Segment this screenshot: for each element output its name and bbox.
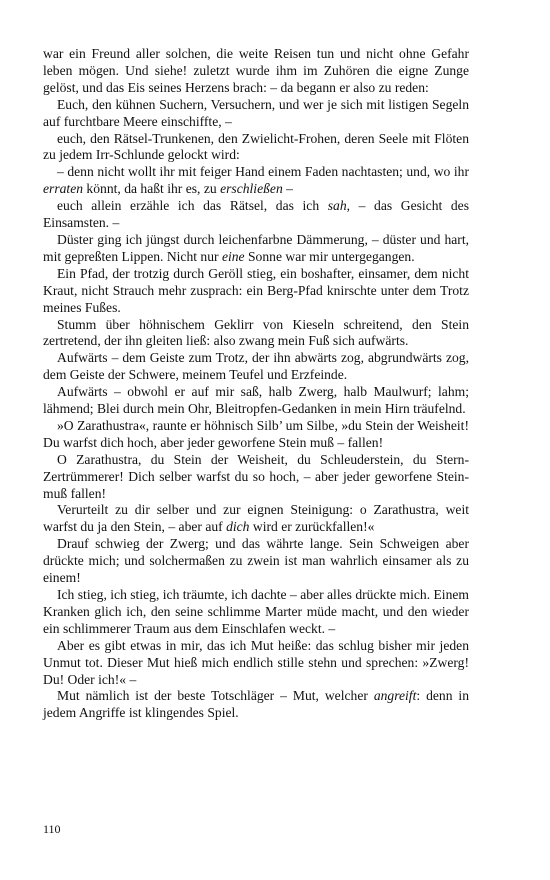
paragraph [43,638,469,689]
page-number: 110 [43,822,61,836]
paragraph [43,502,469,536]
paragraph-text: Drauf schwieg der Zwerg; und das währte lange. Sein Schweigen aber drückte mich; und solchermaßen zu zwein ist man wahrlich einsamer als zu einem! [43,536,469,586]
paragraph-text: wird er zurückfallen!« [249,519,375,535]
emphasis-text: eine [221,248,245,264]
paragraph-text: , – das Gesicht des Einsamsten. – [43,198,469,231]
paragraph [43,350,469,384]
paragraph-text: Stumm über höhnischem Geklirr von Kieseln schreitend, den Stein zertretend, der ihn gleiten ließ: also zwang mein Fuß sich aufwärts. [43,316,469,349]
paragraph-text: euch, den Rätsel-Trunkenen, den Zwielicht-Frohen, deren Seele mit Flöten zu jedem Irr-Schlunde gelockt wird: [43,130,469,163]
emphasis-text: erraten [43,181,84,197]
paragraph-text: O Zarathustra, du Stein der Weisheit, du Schleuderstein, du Stern-Zertrümmerer! Dich selber warfst du so hoch, – aber jeder geworfene Stein- muß fallen! [43,451,469,501]
emphasis-text: sah [327,198,347,214]
paragraph [43,688,469,722]
body-text [43,46,469,722]
emphasis-text: angreift [373,688,417,704]
paragraph-text: Aufwärts – dem Geiste zum Trotz, der ihn abwärts zog, abgrundwärts zog, dem Geiste der Schwere, meinem Teufel und Erzfeinde. [43,350,469,383]
paragraph-text: – denn nicht wollt ihr mit feiger Hand einem Faden nachtasten; und, wo ihr [57,164,469,180]
paragraph-text: »O Zarathustra«, raunte er höhnisch Silb’ um Silbe, »du Stein der Weisheit! Du warfst dich hoch, aber jeder geworfene Stein muß – fallen! [43,417,469,450]
paragraph [43,452,469,503]
paragraph-text: Verurteilt zu dir selber und zur eignen Steinigung: o Zarathustra, weit warfst du ja den Stein, – aber auf [43,502,469,535]
paragraph [43,317,469,351]
paragraph-text: Euch, den kühnen Suchern, Versuchern, und wer je sich mit listigen Segeln auf furchtbare Meere einschiffte, – [43,96,469,129]
paragraph-text: Ich stieg, ich stieg, ich träumte, ich dachte – aber alles drückte mich. Einem Kranken glich ich, den seine schlimme Marter müde macht, und den wieder ein schlimmerer Traum aus dem Einschlafen weckt. – [43,587,469,636]
paragraph-text: euch allein erzähle ich das Rätsel, das ich [57,198,328,214]
paragraph-text: Mut nämlich ist der beste Totschläger – Mut, welcher [57,688,374,704]
paragraph [43,164,469,198]
paragraph-text: Sonne war mir untergegangen. [244,248,415,264]
paragraph [43,266,469,317]
paragraph-text: Ein Pfad, der trotzig durch Geröll stieg, ein boshafter, einsamer, dem nicht Kraut, nicht Strauch mehr zusprach: ein Berg-Pfad knirschte unter dem Trotz meines Fußes. [43,265,469,315]
paragraph-text: Düster ging ich jüngst durch leichenfarbne Dämmerung, – düster und hart, mit gepreßten Lippen. Nicht nur [43,231,469,264]
paragraph-text: war ein Freund aller solchen, die weite Reisen tun und nicht ohne Gefahr leben mögen. Und siehe! zuletzt wurde ihm im Zuhören die eigne Zunge gelöst, und das Eis seines Herzens brach: – da begann er also zu reden: [43,46,469,95]
paragraph [43,46,469,97]
paragraph [43,97,469,131]
emphasis-text: dich [226,519,250,535]
paragraph [43,536,469,587]
paragraph [43,418,469,452]
paragraph-text: : denn in jedem Angriffe ist klingendes Spiel. [43,688,469,721]
paragraph-text: – [282,181,293,197]
paragraph [43,131,469,165]
paragraph-text: Aber es gibt etwas in mir, das ich Mut heiße: das schlug bisher mir jeden Unmut tot. Dieser Mut hieß mich endlich stille stehn und sprechen: »Zwerg! Du! Oder ich!« – [43,637,469,687]
paragraph [43,198,469,232]
emphasis-text: erschließen [220,181,283,197]
paragraph-text: könnt, da haßt ihr es, zu [83,181,221,197]
paragraph [43,384,469,418]
paragraph-text: Aufwärts – obwohl er auf mir saß, halb Zwerg, halb Maulwurf; lahm; lähmend; Blei durch mein Ohr, Bleitropfen-Gedanken in mein Hirn träufelnd. [43,384,469,417]
paragraph [43,587,469,638]
paragraph [43,232,469,266]
